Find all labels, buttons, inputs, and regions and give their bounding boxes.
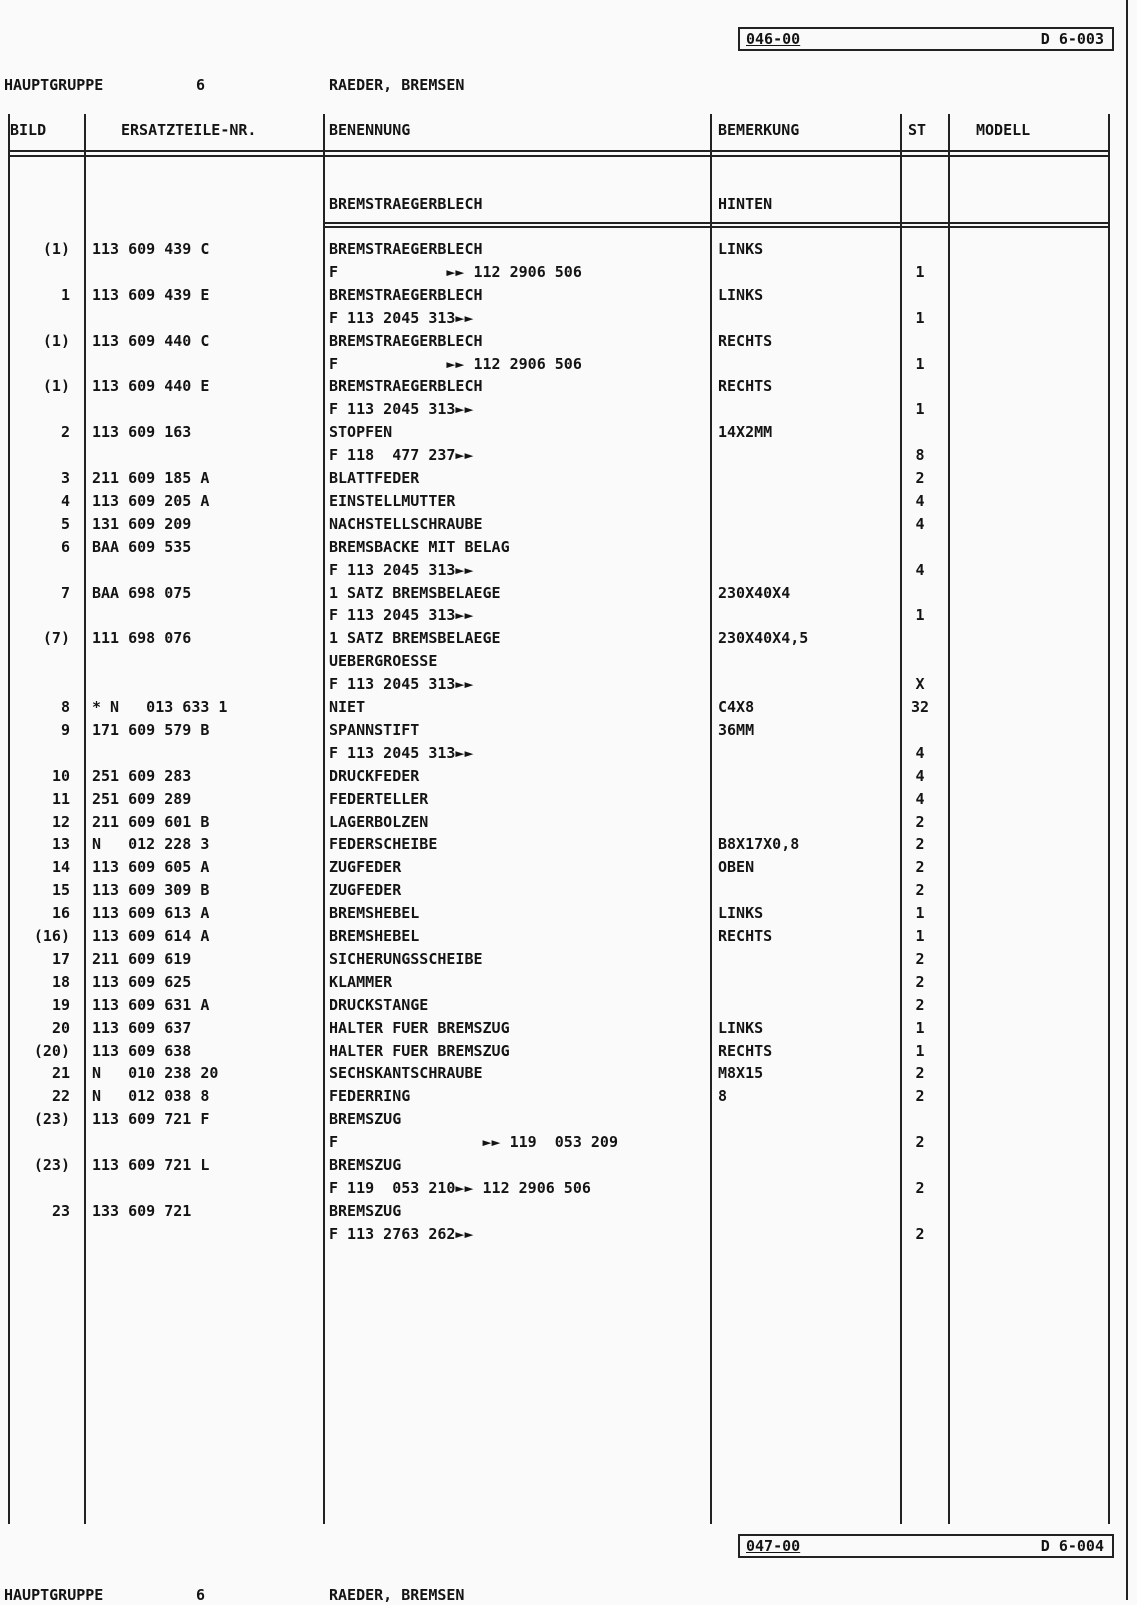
row-bild: 14 <box>51 858 70 877</box>
table-row <box>0 538 1137 557</box>
row-quantity: 4 <box>915 766 925 785</box>
row-part-number: 211 609 619 <box>92 949 192 968</box>
row-name: BREMSZUG <box>329 1156 402 1174</box>
row-name: BREMSHEBEL <box>329 927 420 945</box>
footer-group-label: HAUPTGRUPPE <box>4 1586 104 1604</box>
row-quantity: 1 <box>915 354 925 373</box>
row-name: NIET <box>329 698 366 716</box>
row-remark: RECHTS <box>718 1041 773 1060</box>
row-name: F 119 053 210►► 112 2906 506 <box>329 1178 591 1197</box>
table-row <box>0 1019 1137 1038</box>
row-quantity: 4 <box>915 491 925 510</box>
table-row <box>0 1064 1137 1083</box>
table-row <box>0 652 1137 671</box>
row-bild: (20) <box>33 1041 70 1060</box>
table-row <box>0 904 1137 923</box>
row-name: BREMSZUG <box>329 1201 402 1220</box>
col-header-model: MODELL <box>976 121 1031 139</box>
row-name: LAGERBOLZEN <box>329 812 429 831</box>
row-quantity: 1 <box>915 927 925 945</box>
row-remark: 14X2MM <box>718 423 773 442</box>
row-bild: 4 <box>60 491 70 510</box>
row-name: BREMSBACKE MIT BELAG <box>329 537 510 556</box>
row-remark: LINKS <box>718 240 764 258</box>
row-bild: 8 <box>60 698 70 716</box>
row-name: DRUCKSTANGE <box>329 995 429 1014</box>
row-part-number: 113 609 631 A <box>92 995 210 1014</box>
bottom-reference-box <box>738 1534 1114 1558</box>
row-name: FEDERSCHEIBE <box>329 835 438 854</box>
row-remark: C4X8 <box>718 698 755 716</box>
row-quantity: 2 <box>915 858 925 877</box>
row-quantity: 2 <box>915 835 925 854</box>
row-remark: RECHTS <box>718 377 773 396</box>
table-row <box>0 332 1137 351</box>
top-reference-box <box>738 27 1114 51</box>
row-quantity: 1 <box>915 1018 925 1037</box>
section-rule-1 <box>323 222 1110 224</box>
row-name: F 113 2763 262►► <box>329 1224 474 1243</box>
table-row <box>0 813 1137 832</box>
row-part-number: 113 609 637 <box>92 1018 192 1037</box>
row-remark: 8 <box>718 1087 728 1106</box>
row-bild: (23) <box>33 1156 70 1174</box>
row-remark: 230X40X4,5 <box>718 629 809 648</box>
table-row <box>0 835 1137 854</box>
row-bild: 7 <box>60 583 70 602</box>
table-row <box>0 721 1137 740</box>
row-quantity: 1 <box>915 904 925 923</box>
row-part-number: N 010 238 20 <box>92 1064 219 1083</box>
row-name: SECHSKANTSCHRAUBE <box>329 1064 483 1083</box>
row-bild: 19 <box>51 995 70 1014</box>
table-row <box>0 1087 1137 1106</box>
row-remark: LINKS <box>718 1018 764 1037</box>
row-bild: 3 <box>60 469 70 487</box>
row-part-number: 113 609 205 A <box>92 491 210 510</box>
table-row <box>0 767 1137 786</box>
row-part-number: 131 609 209 <box>92 514 192 533</box>
table-row <box>0 469 1137 488</box>
row-part-number: 113 609 613 A <box>92 904 210 923</box>
table-row <box>0 675 1137 694</box>
top-reference-code: 046-00 <box>746 30 801 48</box>
row-remark: LINKS <box>718 285 764 304</box>
row-name: KLAMMER <box>329 972 393 991</box>
row-quantity: 1 <box>915 400 925 419</box>
row-part-number: 113 609 614 A <box>92 927 210 945</box>
table-row <box>0 629 1137 648</box>
row-bild: 20 <box>51 1018 70 1037</box>
row-name: HALTER FUER BREMSZUG <box>329 1041 510 1060</box>
table-row <box>0 561 1137 580</box>
row-name: F 113 2045 313►► <box>329 400 474 419</box>
row-name: BREMSTRAEGERBLECH <box>329 285 483 304</box>
row-part-number: 113 609 625 <box>92 972 192 991</box>
row-part-number: 251 609 289 <box>92 789 192 808</box>
row-bild: (1) <box>42 331 70 350</box>
row-bild: 12 <box>51 812 70 831</box>
row-name: FEDERRING <box>329 1087 411 1106</box>
row-remark: M8X15 <box>718 1064 764 1083</box>
col-header-bild: BILD <box>10 121 47 139</box>
row-bild: 13 <box>51 835 70 854</box>
row-name: F ►► 112 2906 506 <box>329 262 582 281</box>
row-name: HALTER FUER BREMSZUG <box>329 1018 510 1037</box>
row-quantity: 2 <box>915 1064 925 1083</box>
footer-group-title: RAEDER, BREMSEN <box>329 1586 465 1604</box>
table-row <box>0 400 1137 419</box>
row-part-number: 113 609 309 B <box>92 881 210 900</box>
row-part-number: 113 609 721 L <box>92 1156 210 1174</box>
table-row <box>0 309 1137 328</box>
row-part-number: 113 609 721 F <box>92 1110 210 1129</box>
row-bild: (23) <box>33 1110 70 1129</box>
group-title: RAEDER, BREMSEN <box>329 76 465 94</box>
table-row <box>0 1110 1137 1129</box>
row-part-number: * N 013 633 1 <box>92 698 228 716</box>
row-quantity: 2 <box>915 1087 925 1106</box>
row-quantity: X <box>915 675 925 694</box>
row-part-number: 113 609 439 C <box>92 240 210 258</box>
row-remark: OBEN <box>718 858 755 877</box>
row-part-number: N 012 228 3 <box>92 835 210 854</box>
row-part-number: N 012 038 8 <box>92 1087 210 1106</box>
row-bild: (16) <box>33 927 70 945</box>
row-bild: 16 <box>51 904 70 923</box>
row-quantity: 2 <box>915 972 925 991</box>
row-bild: 11 <box>51 789 70 808</box>
header-rule-1 <box>8 150 1110 152</box>
row-part-number: BAA 609 535 <box>92 537 192 556</box>
row-name: BREMSTRAEGERBLECH <box>329 377 483 396</box>
row-quantity: 2 <box>915 1178 925 1197</box>
row-remark: 230X40X4 <box>718 583 791 602</box>
table-row <box>0 515 1137 534</box>
row-bild: (7) <box>42 629 70 648</box>
table-row <box>0 1133 1137 1152</box>
section-title: BREMSTRAEGERBLECH <box>329 195 483 213</box>
bottom-reference-code: 047-00 <box>746 1537 801 1555</box>
row-quantity: 2 <box>915 1133 925 1152</box>
row-part-number: 171 609 579 B <box>92 720 210 739</box>
row-bild: 15 <box>51 881 70 900</box>
table-row <box>0 606 1137 625</box>
row-part-number: 211 609 185 A <box>92 469 210 487</box>
row-remark: 36MM <box>718 720 755 739</box>
table-row <box>0 1225 1137 1244</box>
row-part-number: 211 609 601 B <box>92 812 210 831</box>
row-name: F ►► 112 2906 506 <box>329 354 582 373</box>
row-bild: 22 <box>51 1087 70 1106</box>
table-row <box>0 950 1137 969</box>
row-name: 1 SATZ BREMSBELAEGE <box>329 629 501 648</box>
table-row <box>0 446 1137 465</box>
section-rule-2 <box>323 226 1110 228</box>
row-name: BREMSHEBEL <box>329 904 420 923</box>
row-name: F 113 2045 313►► <box>329 743 474 762</box>
table-row <box>0 927 1137 946</box>
row-remark: RECHTS <box>718 331 773 350</box>
top-page-number: D 6-003 <box>1040 30 1104 48</box>
row-quantity: 2 <box>915 1224 925 1243</box>
row-quantity: 2 <box>915 995 925 1014</box>
row-quantity: 2 <box>915 881 925 900</box>
row-bild: 23 <box>51 1201 70 1220</box>
row-name: SICHERUNGSSCHEIBE <box>329 949 483 968</box>
row-name: ZUGFEDER <box>329 858 402 877</box>
table-row <box>0 858 1137 877</box>
row-bild: 5 <box>60 514 70 533</box>
table-row <box>0 286 1137 305</box>
row-part-number: 113 609 638 <box>92 1041 192 1060</box>
row-name: F 113 2045 313►► <box>329 308 474 327</box>
group-number: 6 <box>196 76 206 94</box>
bottom-page-number: D 6-004 <box>1040 1537 1104 1555</box>
col-header-name: BENENNUNG <box>329 121 411 139</box>
table-row <box>0 698 1137 717</box>
table-row <box>0 492 1137 511</box>
row-quantity: 32 <box>910 698 930 716</box>
row-quantity: 2 <box>915 949 925 968</box>
row-bild: 17 <box>51 949 70 968</box>
row-part-number: 111 698 076 <box>92 629 192 648</box>
row-name: SPANNSTIFT <box>329 720 420 739</box>
table-row <box>0 1156 1137 1175</box>
row-bild: 18 <box>51 972 70 991</box>
table-row <box>0 973 1137 992</box>
table-row <box>0 744 1137 763</box>
row-name: ZUGFEDER <box>329 881 402 900</box>
row-part-number: 113 609 605 A <box>92 858 210 877</box>
row-name: BREMSTRAEGERBLECH <box>329 331 483 350</box>
table-row <box>0 1042 1137 1061</box>
row-quantity: 1 <box>915 262 925 281</box>
row-name: DRUCKFEDER <box>329 766 420 785</box>
row-quantity: 8 <box>915 446 925 465</box>
row-quantity: 2 <box>915 469 925 487</box>
row-bild: (1) <box>42 377 70 396</box>
row-bild: 2 <box>60 423 70 442</box>
row-remark: RECHTS <box>718 927 773 945</box>
row-part-number: 113 609 163 <box>92 423 192 442</box>
table-row <box>0 240 1137 259</box>
row-quantity: 4 <box>915 560 925 579</box>
table-row <box>0 1202 1137 1221</box>
row-part-number: BAA 698 075 <box>92 583 192 602</box>
row-quantity: 4 <box>915 743 925 762</box>
table-row <box>0 423 1137 442</box>
row-name: 1 SATZ BREMSBELAEGE <box>329 583 501 602</box>
row-name: BREMSZUG <box>329 1110 402 1129</box>
col-header-quantity: ST <box>908 121 927 139</box>
row-part-number: 113 609 440 E <box>92 377 210 396</box>
row-name: FEDERTELLER <box>329 789 429 808</box>
table-row <box>0 1179 1137 1198</box>
row-part-number: 113 609 439 E <box>92 285 210 304</box>
table-row <box>0 355 1137 374</box>
row-name: F 113 2045 313►► <box>329 560 474 579</box>
row-bild: 9 <box>60 720 70 739</box>
row-part-number: 251 609 283 <box>92 766 192 785</box>
row-name: STOPFEN <box>329 423 393 442</box>
col-header-remark: BEMERKUNG <box>718 121 800 139</box>
row-part-number: 113 609 440 C <box>92 331 210 350</box>
row-name: F 118 477 237►► <box>329 446 474 465</box>
footer-group-number: 6 <box>196 1586 206 1604</box>
row-bild: 10 <box>51 766 70 785</box>
row-name: F 113 2045 313►► <box>329 675 474 694</box>
row-remark: LINKS <box>718 904 764 923</box>
row-bild: (1) <box>42 240 70 258</box>
row-name: UEBERGROESSE <box>329 652 438 671</box>
row-quantity: 1 <box>915 1041 925 1060</box>
row-part-number: 133 609 721 <box>92 1201 192 1220</box>
col-header-part-number: ERSATZTEILE-NR. <box>121 121 257 139</box>
table-row <box>0 263 1137 282</box>
table-row <box>0 584 1137 603</box>
row-quantity: 1 <box>915 308 925 327</box>
row-bild: 1 <box>60 285 70 304</box>
row-quantity: 4 <box>915 514 925 533</box>
row-name: NACHSTELLSCHRAUBE <box>329 514 483 533</box>
table-row <box>0 881 1137 900</box>
table-row <box>0 790 1137 809</box>
row-quantity: 4 <box>915 789 925 808</box>
row-name: EINSTELLMUTTER <box>329 491 456 510</box>
row-name: BLATTFEDER <box>329 469 420 487</box>
row-quantity: 1 <box>915 606 925 625</box>
row-remark: B8X17X0,8 <box>718 835 800 854</box>
row-bild: 21 <box>51 1064 70 1083</box>
header-rule-2 <box>8 155 1110 157</box>
row-bild: 6 <box>60 537 70 556</box>
row-name: BREMSTRAEGERBLECH <box>329 240 483 258</box>
row-name: F ►► 119 053 209 <box>329 1133 618 1152</box>
table-row <box>0 996 1137 1015</box>
row-name: F 113 2045 313►► <box>329 606 474 625</box>
section-remark: HINTEN <box>718 195 773 213</box>
group-label: HAUPTGRUPPE <box>4 76 104 94</box>
row-quantity: 2 <box>915 812 925 831</box>
table-row <box>0 377 1137 396</box>
